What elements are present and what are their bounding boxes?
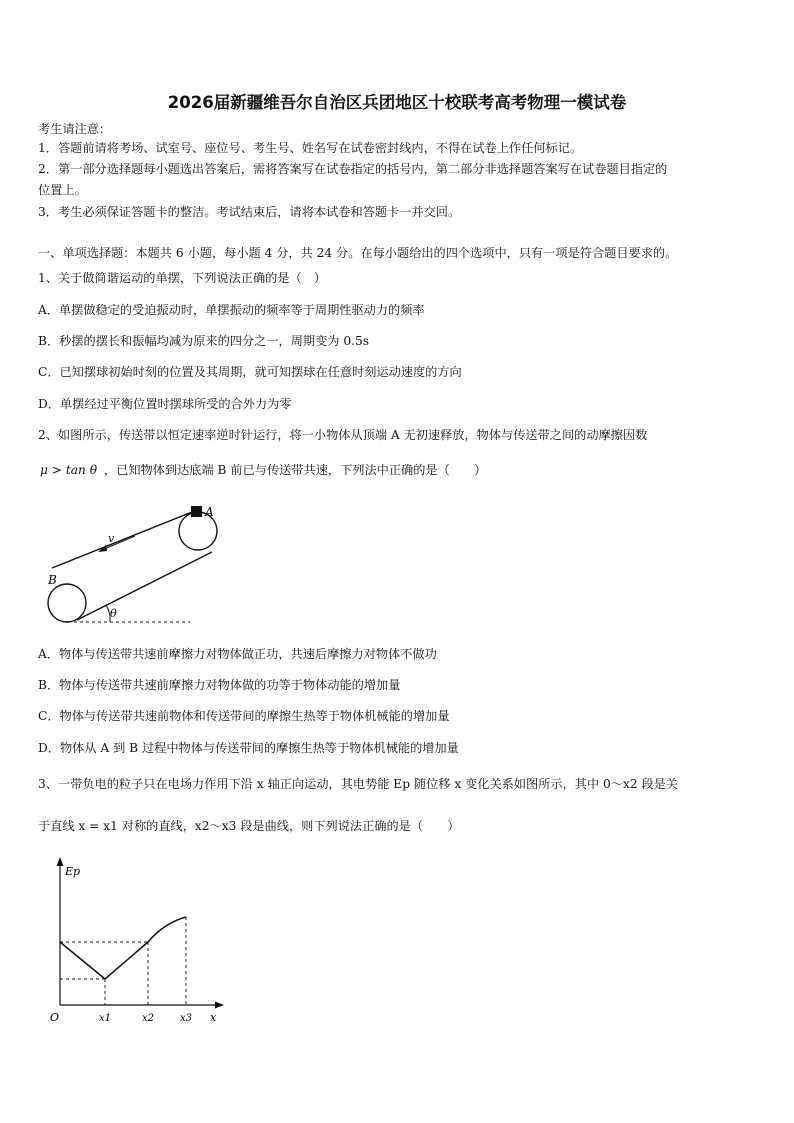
q2-option-d: D．物体从 A 到 B 过程中物体与传送带间的摩擦生热等于物体机械能的增加量 [38,741,459,755]
q1-stem: 1、关于做简谐运动的单摆，下列说法正确的是（ ） [38,271,327,285]
q2-stem-line2: ，已知物体到达底端 B 前已与传送带共速，下列法中正确的是（ ） [104,463,487,477]
notice-item-3: 3．考生必须保证答题卡的整洁。考试结束后，请将本试卷和答题卡一并交回。 [38,205,461,219]
notice-item-1: 1．答题前请将考场、试室号、座位号、考生号、姓名写在试卷密封线内，不得在试卷上作任何标记。 [38,141,583,155]
ep-line-segment [60,942,148,979]
q3-stem-line1: 3、一带负电的粒子只在电场力作用下沿 x 轴正向运动，其电势能 Ep 随位移 x 变化关系如图所示，其中 0～x2 段是关 [38,777,679,791]
label-a: A [205,505,214,519]
x-axis-label: x [210,1011,217,1024]
q2-option-c: C．物体与传送带共速前物体和传送带间的摩擦生热等于物体机械能的增加量 [38,709,450,723]
q1-option-d: D．单摆经过平衡位置时摆球所受的合外力为零 [38,397,292,411]
notice-heading: 考生请注意： [38,122,112,136]
y-axis-label: Ep [65,865,81,878]
q2-formula: μ > tan θ [40,463,98,477]
ep-curve-segment [148,917,186,942]
tick-x3: x3 [180,1013,193,1024]
q3-stem-line2: 于直线 x = x1 对称的直线，x2～x3 段是曲线，则下列说法正确的是（ ） [38,819,460,833]
exam-title: 2026届新疆维吾尔自治区兵团地区十校联考高考物理一模试卷 [167,93,627,112]
label-theta: θ [110,607,117,620]
bottom-pulley [48,584,86,622]
conveyor-belt-figure [40,500,240,630]
q1-option-a: A．单摆做稳定的受迫振动时，单摆振动的频率等于周期性驱动力的频率 [38,303,425,317]
ep-x-graph [40,855,230,1025]
tick-x2: x2 [142,1013,155,1024]
q2-option-b: B．物体与传送带共速前摩擦力对物体做的功等于物体动能的增加量 [38,678,401,692]
q1-option-b: B．秒摆的摆长和振幅均减为原来的四分之一，周期变为 0.5s [38,334,369,348]
q1-option-c: C．已知摆球初始时刻的位置及其周期，就可知摆球在任意时刻运动速度的方向 [38,365,462,379]
q2-stem-line1: 2、如图所示，传送带以恒定速率逆时针运行，将一小物体从顶端 A 无初速释放，物体与传送带之间的动摩擦因数 [38,428,648,442]
origin-label: O [50,1011,60,1024]
block-a [191,506,202,517]
notice-item-2: 2．第一部分选择题每小题选出答案后，需将答案写在试卷指定的括号内，第二部分非选择题答案写在试卷题目指定的 [38,162,668,176]
section-heading: 一、单项选择题：本题共 6 小题，每小题 4 分，共 24 分。在每小题给出的四个选项中，只有一项是符合题目要求的。 [38,246,678,260]
label-b: B [48,573,57,587]
tick-x1: x1 [99,1013,112,1024]
q2-option-a: A．物体与传送带共速前摩擦力对物体做正功，共速后摩擦力对物体不做功 [38,647,437,661]
label-v: v [108,532,115,545]
notice-item-2-cont: 位置上。 [38,183,87,197]
